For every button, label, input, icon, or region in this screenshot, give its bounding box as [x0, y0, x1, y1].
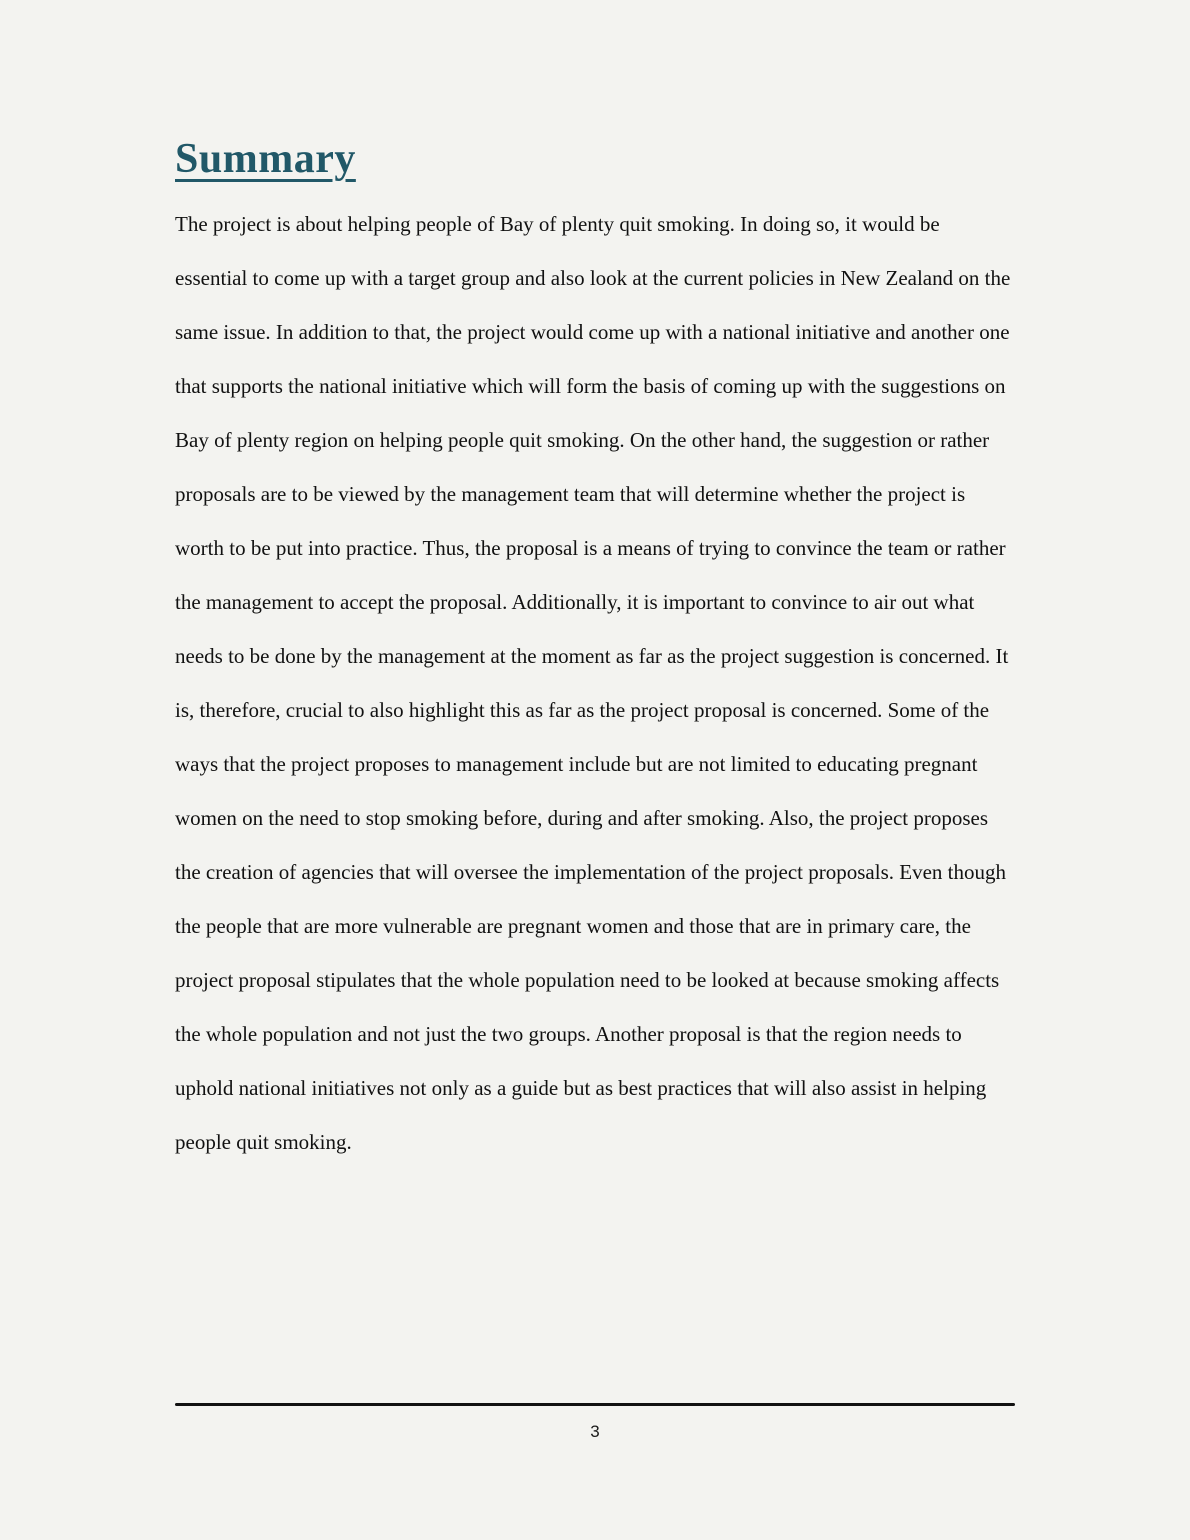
page-footer	[175, 1403, 1015, 1442]
page-title: Summary	[175, 136, 356, 182]
page-number: 3	[590, 1422, 600, 1441]
footer-divider	[175, 1403, 1015, 1406]
body-paragraph: The project is about helping people of Bay of plenty quit smoking. In doing so, it would be essential to come up with a target group and also look at the current policies in New Zealand on the same issue. In addition to that, the project would come up with a national initiative and another one that supports the national initiative which will form the basis of coming up with the suggestions on Bay of plenty region on helping people quit smoking. On the other hand, the suggestion or rather proposals are to be viewed by the management team that will determine whether the project is worth to be put into practice. Thus, the proposal is a means of trying to convince the team or rather the management to accept the proposal. Additionally, it is important to convince to air out what needs to be done by the management at the moment as far as the project suggestion is concerned. It is, therefore, crucial to also highlight this as far as the project proposal is concerned. Some of the ways that the project proposes to management include but are not limited to educating pregnant women on the need to stop smoking before, during and after smoking. Also, the project proposes the creation of agencies that will oversee the implementation of the project proposals. Even though the people that are more vulnerable are pregnant women and those that are in primary care, the project proposal stipulates that the whole population need to be looked at because smoking affects the whole population and not just the two groups. Another proposal is that the region needs to uphold national initiatives not only as a guide but as best practices that will also assist in helping people quit smoking.	[175, 212, 1011, 1154]
